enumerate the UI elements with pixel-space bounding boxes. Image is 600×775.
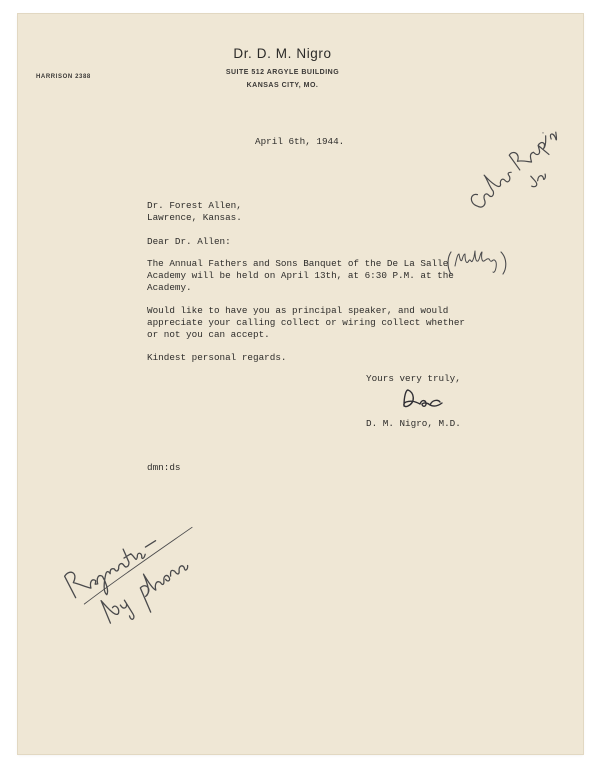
signer-name: D. M. Nigro, M.D. [366,418,461,429]
letterhead-name: Dr. D. M. Nigro [233,46,332,61]
recipient-name: Dr. Forest Allen, [147,200,242,211]
body-line: appreciate your calling collect or wiring collect whether [147,317,466,328]
annotation-insertion [445,248,515,278]
body-line: Academy will be held on April 13th, at 6:30 P.M. at the [147,270,454,281]
salutation: Dear Dr. Allen: [147,236,231,247]
signature [398,386,446,412]
letterhead-city: KANSAS CITY, MO. [246,82,319,89]
recipient-address: Lawrence, Kansas. [147,212,242,223]
reference-initials: dmn:ds [147,462,181,473]
body-line: Academy. [147,282,192,293]
annotation-top-right [450,108,570,228]
body-line: or not you can accept. [147,329,270,340]
closing: Yours very truly, [366,373,461,384]
body-line: Kindest personal regards. [147,352,287,363]
letterhead-phone: HARRISON 2388 [36,74,91,80]
letterhead-suite: SUITE 512 ARGYLE BUILDING [225,69,340,76]
body-line: Would like to have you as principal speaker, and would [147,305,449,316]
body-line: The Annual Fathers and Sons Banquet of the De La Salle [147,258,449,269]
letter-date: April 6th, 1944. [255,136,345,147]
annotation-bottom-left [52,494,242,624]
